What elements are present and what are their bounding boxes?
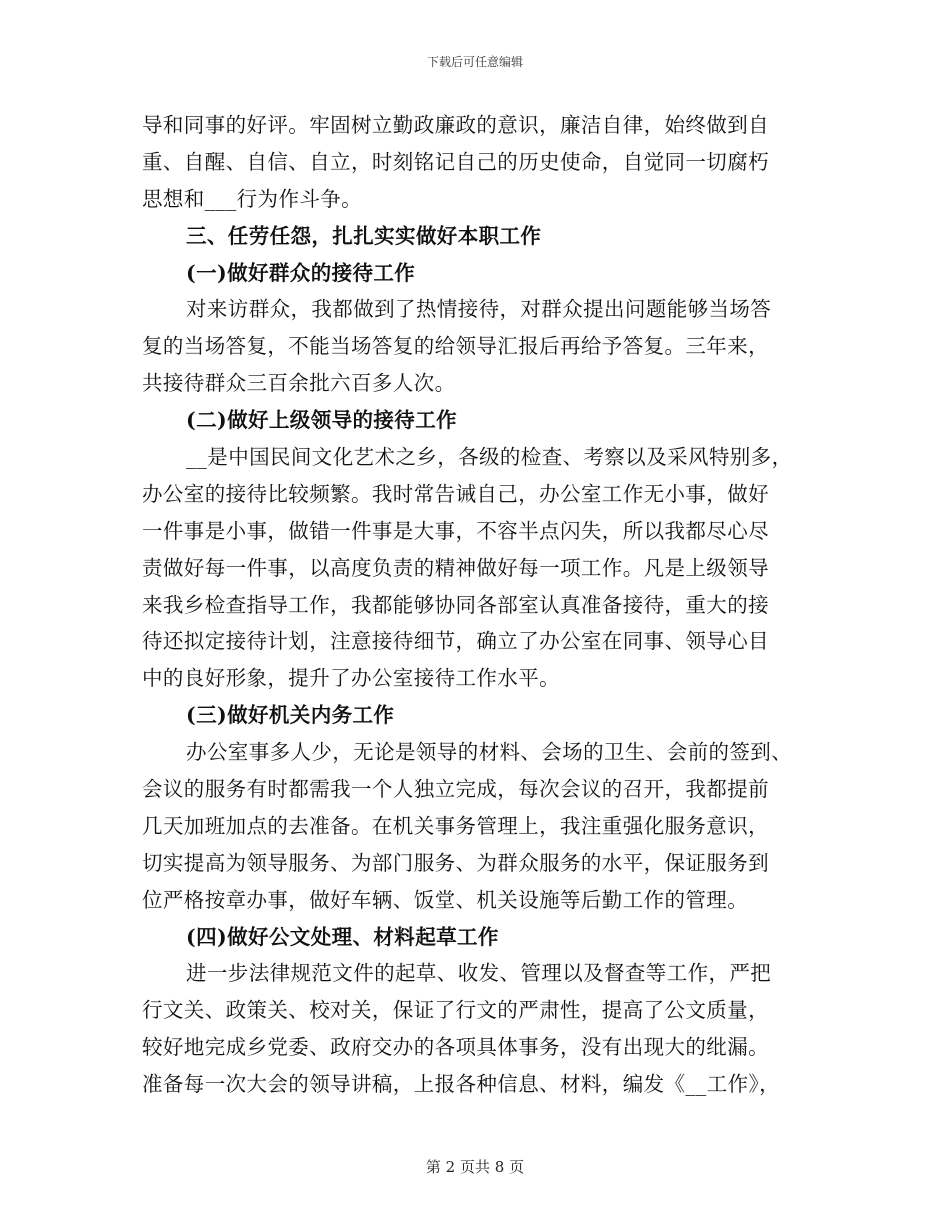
paragraph-line: 来我乡检查指导工作，我都能够协同各部室认真准备接待，重大的接 <box>142 592 769 617</box>
page-header: 下载后可任意编辑 <box>426 55 523 69</box>
paragraph-line: __是中国民间文化艺术之乡，各级的检查、考察以及采风特别多， <box>186 445 793 470</box>
paragraph-line: 会议的服务有时都需我一个人独立完成，每次会议的召开，我都提前 <box>142 777 769 802</box>
paragraph-line: 几天加班加点的去准备。在机关事务管理上，我注重强化服务意识， <box>142 813 769 838</box>
paragraph-line: 对来访群众，我都做到了热情接待，对群众提出问题能够当场答 <box>186 297 772 322</box>
paragraph-line: 位严格按章办事，做好车辆、饭堂、机关设施等后勤工作的管理。 <box>142 887 749 912</box>
paragraph-line: 办公室的接待比较频繁。我时常告诫自己，办公室工作无小事，做好 <box>142 481 769 506</box>
section-heading: (三)做好机关内务工作 <box>186 703 395 728</box>
paragraph-line: 一件事是小事，做错一件事是大事，不容半点闪失，所以我都尽心尽 <box>142 518 769 543</box>
paragraph-line: 准备每一次大会的领导讲稿，上报各种信息、材料，编发《__工作》， <box>142 1072 781 1097</box>
paragraph-line: 共接待群众三百余批六百多人次。 <box>142 371 456 396</box>
page-footer: 第 2 页共 8 页 <box>425 1158 525 1176</box>
paragraph-line: 思想和___行为作斗争。 <box>142 186 363 211</box>
paragraph-line: 进一步法律规范文件的起草、收发、管理以及督查等工作，严把 <box>186 961 772 986</box>
paragraph-line: 导和同事的好评。牢固树立勤政廉政的意识，廉洁自律，始终做到自 <box>142 113 769 137</box>
paragraph-line: 行文关、政策关、校对关，保证了行文的严肃性，提高了公文质量， <box>142 998 769 1023</box>
paragraph-line: 责做好每一件事，以高度负责的精神做好每一项工作。凡是上级领导 <box>142 555 769 580</box>
section-heading: 三、任劳任怨，扎扎实实做好本职工作 <box>186 223 542 248</box>
section-heading: (一)做好群众的接待工作 <box>186 260 416 285</box>
section-heading: (二)做好上级领导的接待工作 <box>186 408 457 433</box>
paragraph-line: 切实提高为领导服务、为部门服务、为群众服务的水平，保证服务到 <box>142 850 769 875</box>
document-body <box>142 107 810 1103</box>
paragraph-line: 重、自醒、自信、自立，时刻铭记自己的历史使命，自觉同一切腐朽 <box>142 149 769 174</box>
paragraph-line: 办公室事多人少，无论是领导的材料、会场的卫生、会前的签到、 <box>186 740 793 765</box>
paragraph-line: 中的良好形象，提升了办公室接待工作水平。 <box>142 666 560 691</box>
paragraph-line: 较好地完成乡党委、政府交办的各项具体事务，没有出现大的纰漏。 <box>142 1035 769 1060</box>
section-heading: (四)做好公文处理、材料起草工作 <box>186 924 499 949</box>
paragraph-line: 待还拟定接待计划，注意接待细节，确立了办公室在同事、领导心目 <box>142 629 769 654</box>
paragraph-line: 复的当场答复，不能当场答复的给领导汇报后再给予答复。三年来， <box>142 334 769 359</box>
